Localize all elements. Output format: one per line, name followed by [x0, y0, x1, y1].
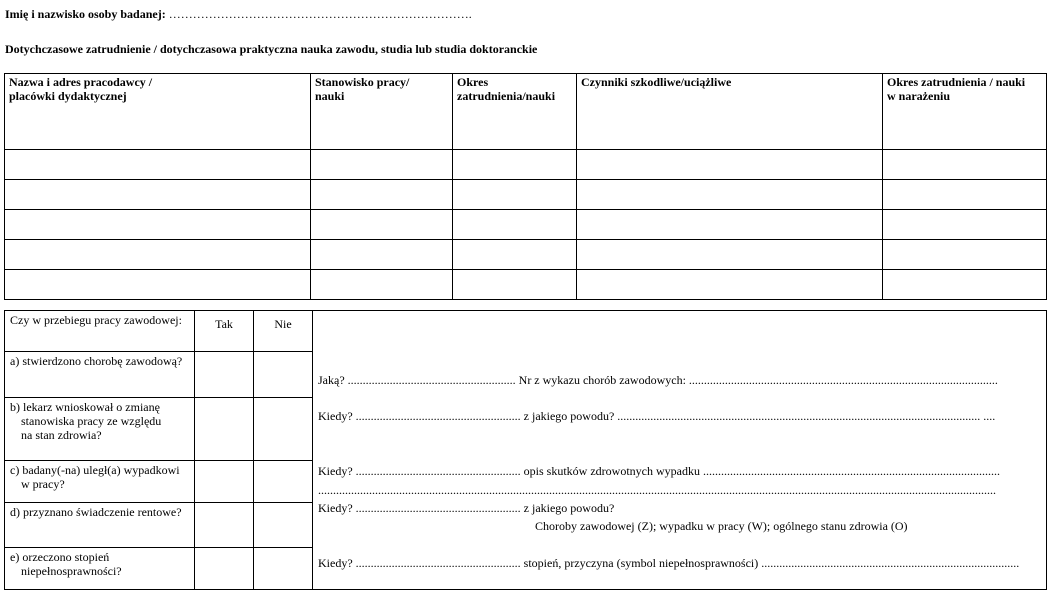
- table-row: [5, 150, 1047, 180]
- table-cell[interactable]: [577, 150, 883, 180]
- table-cell[interactable]: [577, 270, 883, 300]
- name-line: [5, 7, 472, 22]
- table-cell[interactable]: [883, 270, 1047, 300]
- nie-checkbox[interactable]: [254, 352, 313, 397]
- detail-e[interactable]: Kiedy? ....................................................... stopień, przyczyna (symbol niepełnosprawności) ......................................................................................: [318, 556, 1020, 570]
- question-e-label: e) orzeczono stopień niepełnosprawności?: [5, 547, 195, 589]
- question-c-label: c) badany(-na) uległ(a) wypadkowi w pracy?: [5, 461, 195, 503]
- table-row: [5, 180, 1047, 210]
- name-label: Imię i nazwisko osoby badanej:: [5, 7, 166, 21]
- table-row: [5, 210, 1047, 240]
- table-cell[interactable]: [5, 150, 311, 180]
- nie-checkbox[interactable]: [254, 461, 313, 503]
- table-cell[interactable]: [311, 270, 453, 300]
- nie-checkbox[interactable]: [254, 547, 313, 589]
- table-cell[interactable]: [311, 240, 453, 270]
- question-b-label: b) lekarz wnioskował o zmianę stanowiska pracy ze względu na stan zdrowia?: [5, 397, 195, 460]
- employment-table: [4, 73, 1047, 300]
- detail-a[interactable]: Jaką? ........................................................ Nr z wykazu chorób zawodowych: .......................................................................................................: [318, 373, 998, 387]
- table-cell[interactable]: [883, 240, 1047, 270]
- detail-c-dots[interactable]: ..................................................................................................................................................................................................................................: [318, 483, 996, 497]
- table-cell[interactable]: [311, 210, 453, 240]
- table-cell[interactable]: [453, 270, 577, 300]
- employer-header: Nazwa i adres pracodawcy / placówki dydaktycznej: [5, 74, 311, 150]
- employment-header-row: [5, 74, 1047, 150]
- detail-c[interactable]: Kiedy? ....................................................... opis skutków zdrowotnych wypadku ...................................................................................................: [318, 464, 1000, 478]
- table-cell[interactable]: [5, 210, 311, 240]
- exposure-period-header: Okres zatrudnienia / nauki w narażeniu: [883, 74, 1047, 150]
- table-row: [5, 270, 1047, 300]
- name-field-dots[interactable]: ………………………………………………………………….: [165, 7, 472, 21]
- detail-d-options: Choroby zawodowej (Z); wypadku w pracy (W); ogólnego stanu zdrowia (O): [535, 519, 908, 533]
- detail-d[interactable]: Kiedy? ....................................................... z jakiego powodu?: [318, 501, 615, 515]
- table-cell[interactable]: [453, 180, 577, 210]
- table-cell[interactable]: [577, 210, 883, 240]
- tak-checkbox[interactable]: [195, 352, 254, 397]
- detail-b[interactable]: Kiedy? ....................................................... z jakiego powodu? ......................................................................................................................... ....: [318, 409, 996, 423]
- question-d-label: d) przyznano świadczenie rentowe?: [5, 503, 195, 547]
- hazards-header: Czynniki szkodliwe/uciążliwe: [577, 74, 883, 150]
- table-cell[interactable]: [883, 150, 1047, 180]
- table-cell[interactable]: [453, 210, 577, 240]
- table-cell[interactable]: [453, 240, 577, 270]
- section-title: Dotychczasowe zatrudnienie / dotychczasowa praktyczna nauka zawodu, studia lub studia doktoranckie: [5, 42, 538, 56]
- tak-checkbox[interactable]: [195, 461, 254, 503]
- tak-checkbox[interactable]: [195, 547, 254, 589]
- table-cell[interactable]: [5, 270, 311, 300]
- table-cell[interactable]: [577, 180, 883, 210]
- table-cell[interactable]: [5, 240, 311, 270]
- table-cell[interactable]: [311, 150, 453, 180]
- table-cell[interactable]: [311, 180, 453, 210]
- period-header: Okres zatrudnienia/nauki: [453, 74, 577, 150]
- table-cell[interactable]: [883, 180, 1047, 210]
- questions-header-label: Czy w przebiegu pracy zawodowej:: [5, 311, 195, 352]
- questions-table: [4, 310, 1047, 590]
- nie-header: Nie: [254, 311, 313, 352]
- table-cell[interactable]: [883, 210, 1047, 240]
- table-cell[interactable]: [453, 150, 577, 180]
- details-column: [313, 311, 1047, 590]
- tak-header: Tak: [195, 311, 254, 352]
- tak-checkbox[interactable]: [195, 397, 254, 460]
- nie-checkbox[interactable]: [254, 503, 313, 547]
- position-header: Stanowisko pracy/ nauki: [311, 74, 453, 150]
- questions-header-row: [5, 311, 1047, 352]
- nie-checkbox[interactable]: [254, 397, 313, 460]
- table-cell[interactable]: [577, 240, 883, 270]
- tak-checkbox[interactable]: [195, 503, 254, 547]
- question-a-label: a) stwierdzono chorobę zawodową?: [5, 352, 195, 397]
- table-cell[interactable]: [5, 180, 311, 210]
- table-row: [5, 240, 1047, 270]
